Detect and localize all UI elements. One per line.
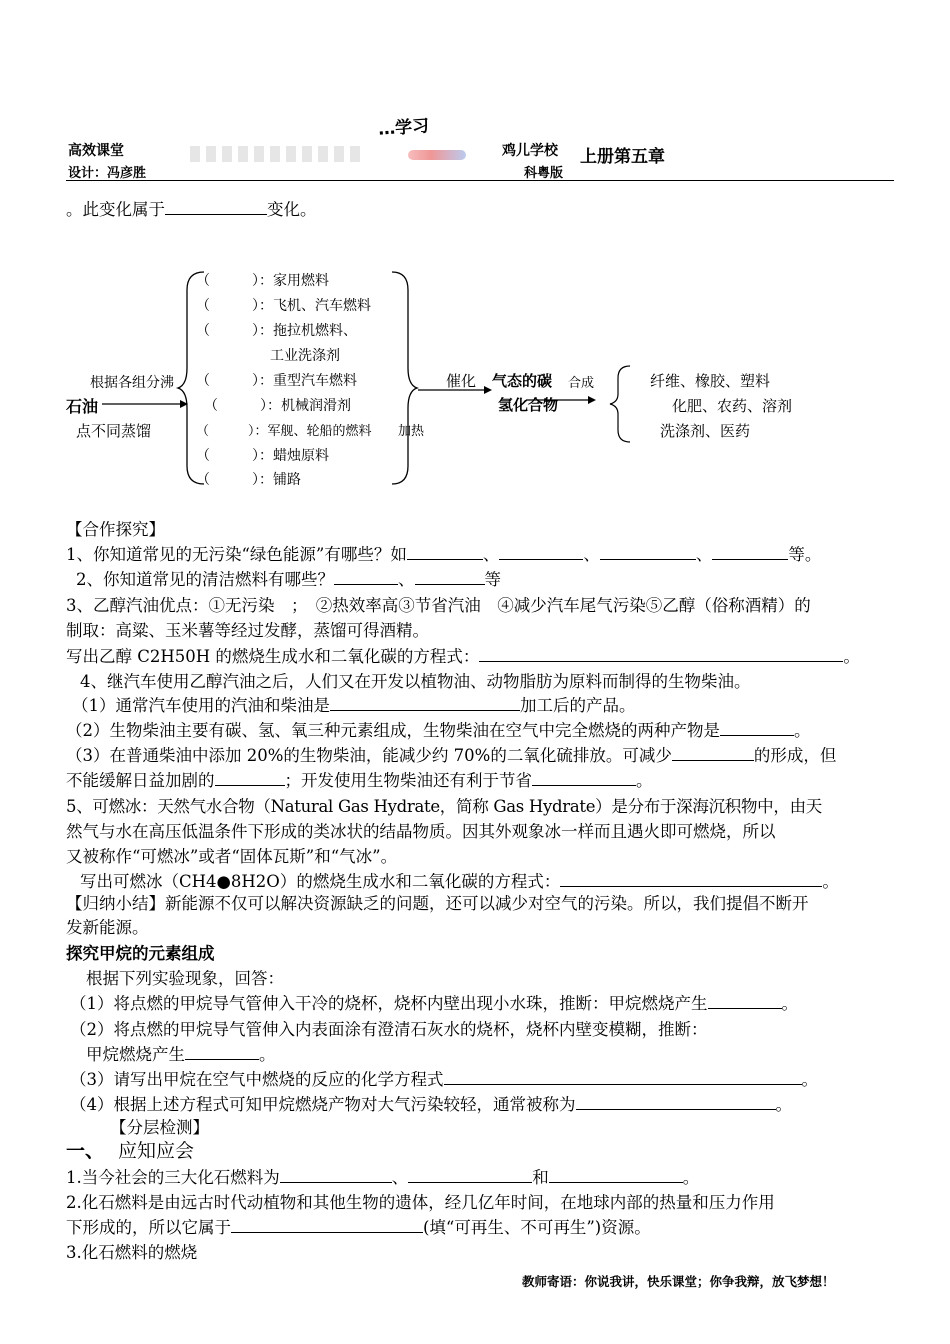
header-edition: 科粤版 bbox=[524, 166, 564, 181]
m3-text: （3）请写出甲烷在空气中燃烧的反应的化学方程式 bbox=[70, 1070, 444, 1089]
q1-text: 1、你知道常见的无污染“绿色能源”有哪些？如 bbox=[66, 545, 407, 564]
l2b-text: 下形成的，所以它属于 bbox=[66, 1218, 231, 1237]
q4b-end: 加工后的产品。 bbox=[520, 696, 636, 715]
blank[interactable] bbox=[712, 545, 788, 560]
flow-petroleum: 石油 bbox=[66, 397, 99, 416]
coop-q2 bbox=[76, 566, 501, 590]
summary-line1: 【归纳小结】新能源不仅可以解决资源缺乏的问题，还可以减少对空气的污染。所以，我们提倡不断开 bbox=[66, 894, 809, 913]
header-designer: 设计：冯彦胜 bbox=[68, 166, 147, 181]
q3c-text: 写出乙醇 C2H50H 的燃烧生成水和二氧化碳的方程式： bbox=[66, 647, 480, 666]
coop-q5d bbox=[80, 868, 839, 892]
intro-pre: 。此变化属于 bbox=[66, 200, 165, 219]
m4-text: （4）根据上述方程式可知甲烷燃烧产物对大气污染较轻，通常被称为 bbox=[70, 1095, 576, 1114]
header-left-title: 高效课堂 bbox=[68, 143, 124, 159]
right-brace bbox=[392, 272, 417, 484]
section-one-number: 一、 bbox=[66, 1140, 105, 1162]
blank[interactable] bbox=[532, 771, 636, 786]
sep: 、 bbox=[482, 545, 500, 564]
and: 和 bbox=[532, 1168, 549, 1187]
fraction-item: （ ）：飞机、汽车燃料 bbox=[196, 298, 371, 314]
coop-q5b: 然气与水在高压低温条件下形成的类冰状的结晶物质。因其外观象冰一样而且遇火即可燃烧，所以 bbox=[66, 822, 776, 841]
coop-q4b bbox=[72, 692, 636, 716]
blank[interactable] bbox=[560, 872, 822, 887]
flow-catalyst: 催化 bbox=[446, 372, 477, 390]
blank[interactable] bbox=[334, 570, 398, 585]
period: 。 bbox=[259, 1045, 276, 1064]
l2c-text: (填“可再生、不可再生”)资源。 bbox=[423, 1218, 651, 1237]
flow-gas-line2: 氢化合物 bbox=[498, 396, 559, 414]
q5d-text: 写出可燃冰（CH4●8H2O）的燃烧生成水和二氧化碳的方程式： bbox=[80, 872, 561, 891]
coop-q4a: 4、继汽车使用乙醇汽油之后，人们又在开发以植物油、动物脂肪为原料而制得的生物柴油。 bbox=[80, 672, 751, 691]
period: 。 bbox=[801, 1070, 818, 1089]
fraction-item: （ ）：铺路 bbox=[196, 472, 301, 488]
arrow-head bbox=[588, 396, 596, 404]
sep: 、 bbox=[391, 1168, 409, 1187]
q4d-text: （3）在普通柴油中添加 20%的生物柴油，能减少约 70%的二氧化硫排放。可减少 bbox=[66, 746, 672, 765]
blank[interactable] bbox=[672, 746, 754, 761]
flow-left-top: 根据各组分沸 bbox=[90, 375, 174, 391]
blank[interactable] bbox=[231, 1218, 423, 1233]
q2-end: 等 bbox=[484, 570, 501, 589]
flow-heat: 加热 bbox=[398, 424, 425, 439]
header-chapter: 上册第五章 bbox=[580, 147, 665, 167]
use-item: 纤维、橡胶、塑料 bbox=[650, 372, 771, 390]
blank[interactable] bbox=[330, 696, 520, 711]
blank[interactable] bbox=[479, 647, 843, 662]
sep: 、 bbox=[398, 570, 415, 589]
products-brace bbox=[610, 366, 630, 442]
period: 。 bbox=[775, 1095, 792, 1114]
fraction-item: （ ）：蜡烛原料 bbox=[196, 448, 329, 464]
coop-q4e bbox=[66, 767, 653, 791]
period: 。 bbox=[682, 1168, 700, 1187]
section-one-title: 应知应会 bbox=[118, 1140, 195, 1162]
blank[interactable] bbox=[600, 545, 696, 560]
q2-text: 2、你知道常见的清洁燃料有哪些？ bbox=[76, 570, 334, 589]
layered-q2a: 2.化石燃料是由远古时代动植物和其他生物的遗体，经几亿年时间，在地球内部的热量和压力作用 bbox=[66, 1193, 775, 1212]
layered-q1 bbox=[66, 1164, 699, 1188]
footer-motto: 教师寄语：你说我讲，快乐课堂；你争我辩，放飞梦想！ bbox=[522, 1274, 835, 1289]
m1-text: （1）将点燃的甲烷导气管伸入干冷的烧杯，烧杯内壁出现小水珠，推断：甲烷燃烧产生 bbox=[70, 994, 708, 1013]
coop-q4d bbox=[66, 742, 836, 766]
flow-gas-line1: 气态的碳 bbox=[492, 372, 553, 390]
methane-q3 bbox=[70, 1066, 818, 1090]
blank[interactable] bbox=[280, 1168, 392, 1183]
fraction-item: 工业洗涤剂 bbox=[270, 348, 340, 364]
layered-q2b bbox=[66, 1214, 651, 1238]
blank[interactable] bbox=[708, 994, 782, 1009]
methane-q1 bbox=[70, 990, 798, 1014]
section-one bbox=[66, 1136, 194, 1163]
blank[interactable] bbox=[444, 1070, 802, 1085]
blank[interactable] bbox=[215, 771, 285, 786]
coop-q1 bbox=[66, 541, 821, 565]
blank[interactable] bbox=[185, 1045, 259, 1060]
q4c-text: （2）生物柴油主要有碳、氢、氧三种元素组成，生物柴油在空气中完全燃烧的两种产物是 bbox=[66, 721, 720, 740]
fraction-item: （ ）：机械润滑剂 bbox=[204, 398, 351, 414]
sep: 、 bbox=[583, 545, 600, 564]
blank[interactable] bbox=[576, 1095, 776, 1110]
coop-q3b: 制取：高粱、玉米薯等经过发酵，蒸馏可得酒精。 bbox=[66, 621, 429, 640]
q1-end: 等。 bbox=[788, 545, 822, 564]
fraction-item: （ ）：军舰、轮船的燃料 bbox=[196, 424, 372, 439]
blank[interactable] bbox=[549, 1168, 683, 1183]
period: 。 bbox=[794, 721, 811, 740]
fraction-item: （ ）：拖拉机燃料、 bbox=[196, 323, 357, 339]
arrow-head bbox=[484, 386, 492, 394]
coop-q3a: 3、乙醇汽油优点：①无污染 ； ②热效率高③节省汽油 ④减少汽车尾气污染⑤乙醇（俗称酒精）的 bbox=[66, 596, 811, 615]
fraction-item: （ ）：重型汽车燃料 bbox=[196, 373, 357, 389]
coop-q3c bbox=[66, 643, 860, 667]
period: 。 bbox=[822, 872, 839, 891]
header-school: 鸡儿学校 bbox=[502, 143, 558, 159]
q4d-end: 的形成，但 bbox=[753, 746, 837, 765]
coop-q5c: 又被称作“可燃冰”或者“固体瓦斯”和“气冰”。 bbox=[66, 847, 398, 866]
q4b-text: （1）通常汽车使用的汽油和柴油是 bbox=[72, 696, 330, 715]
methane-title: 探究甲烷的元素组成 bbox=[66, 944, 215, 963]
blank[interactable] bbox=[407, 545, 483, 560]
flow-left-bottom: 点不同蒸馏 bbox=[76, 422, 152, 440]
summary-line2: 发新能源。 bbox=[66, 918, 149, 937]
coop-q5a: 5、可燃冰：天然气水合物（Natural Gas Hydrate，简称 Gas Hydrate）是分布于深海沉积物中，由天 bbox=[66, 797, 822, 816]
blank[interactable] bbox=[415, 570, 485, 585]
q4e-mid: ；开发使用生物柴油还有利于节省 bbox=[284, 771, 532, 790]
l1-text: 1.当今社会的三大化石燃料为 bbox=[66, 1168, 280, 1187]
period: 。 bbox=[636, 771, 653, 790]
methane-intro: 根据下列实验现象，回答： bbox=[86, 969, 284, 988]
methane-q2: （2）将点燃的甲烷导气管伸入内表面涂有澄清石灰水的烧杯，烧杯内壁变模糊，推断： bbox=[70, 1020, 708, 1039]
flow-synthesis: 合成 bbox=[568, 376, 595, 391]
intro-post: 变化。 bbox=[267, 200, 317, 219]
layered-title: 【分层检测】 bbox=[110, 1118, 209, 1137]
blank[interactable] bbox=[499, 545, 583, 560]
coop-title: 【合作探究】 bbox=[66, 520, 165, 539]
period: 。 bbox=[843, 647, 860, 666]
fraction-item: （ ）：家用燃料 bbox=[196, 273, 329, 289]
methane-q4 bbox=[70, 1091, 792, 1115]
sep: 、 bbox=[695, 545, 713, 564]
blank[interactable] bbox=[408, 1168, 532, 1183]
use-item: 化肥、农药、溶剂 bbox=[672, 397, 793, 415]
methane-q2b bbox=[86, 1041, 276, 1065]
q4e-text: 不能缓解日益加剧的 bbox=[66, 771, 215, 790]
layered-q3: 3.化石燃料的燃烧 bbox=[66, 1243, 198, 1262]
period: 。 bbox=[781, 994, 798, 1013]
m2b-text: 甲烷燃烧产生 bbox=[86, 1045, 185, 1064]
blank[interactable] bbox=[720, 721, 794, 736]
coop-q4c bbox=[66, 717, 811, 741]
use-item: 洗涤剂、医药 bbox=[660, 422, 751, 440]
header-stamp: …学习 bbox=[377, 116, 430, 140]
